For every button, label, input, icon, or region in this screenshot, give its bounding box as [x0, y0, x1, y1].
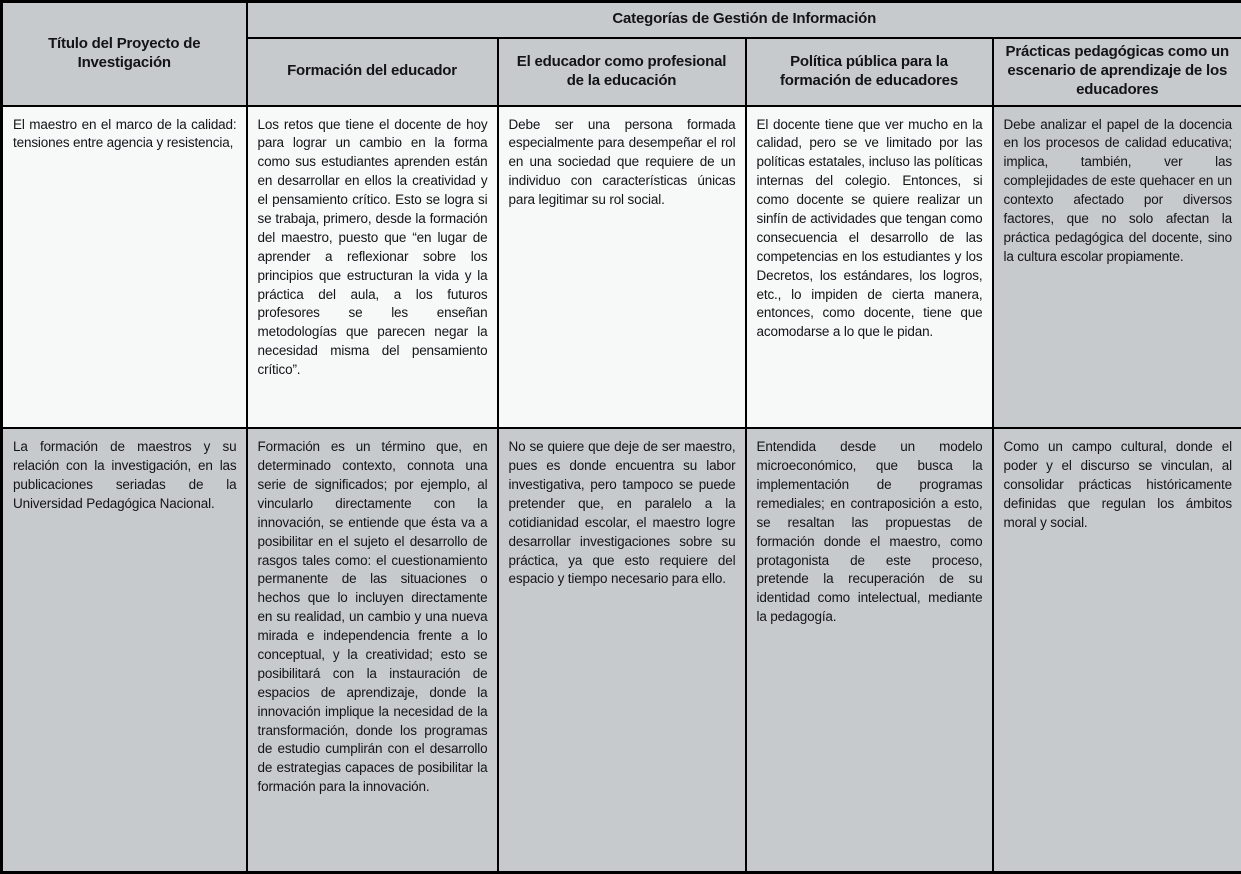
header-categories-group: Categorías de Gestión de Información — [247, 2, 1241, 38]
project-title-cell: La formación de maestros y su relación con la investigación, en las publicaciones seriadas de la Universidad Pedagógica Nacional. — [2, 428, 247, 872]
cell-formacion-del-educador: Los retos que tiene el docente de hoy para lograr un cambio en la forma como sus estudiantes aprenden están en desarrollar en ellos la creatividad y el pensamiento crítico. Esto se logra si se trabaja, primero, desde la formación del maestro, puesto que “en lugar de aprender a reflexionar sobre los principios que estructuran la vida y la práctica del aula, a los futuros profesores se les enseñan metodologías que parecen negar la necesidad misma del pensamiento crítico”. — [247, 106, 498, 429]
table-row-el-maestro-en-el-marco — [2, 106, 1241, 429]
cell-formacion-del-educador: Formación es un término que, en determinado contexto, connota una serie de significados; por ejemplo, al vincularlo directamente con la innovación, se entiende que ésta va a posibilitar en el sujeto el desarrollo de rasgos tales como: el cuestionamiento permanente de las situaciones o hechos que lo incluyen directamente en su realidad, un cambio y una nueva mirada e independencia frente a lo conceptual, y la creatividad; esto se posibilitará con la instauración de espacios de aprendizaje, donde la innovación implique la necesidad de la transformación, donde los programas de estudio cumplirán con el desarrollo de estrategias capaces de posibilitar la formación para la innovación. — [247, 428, 498, 872]
header-category-politica-publica: Política pública para la formación de educadores — [746, 38, 993, 106]
header-project-title: Título del Proyecto de Investigación — [2, 2, 247, 106]
cell-practicas-pedagogicas: Debe analizar el papel de la docencia en los procesos de calidad educativa; implica, también, ver las complejidades de este quehacer en un contexto afectado por diversos factores, que no solo afectan la práctica pedagógica del docente, sino la cultura escolar propiamente. — [993, 106, 1241, 429]
cell-educador-como-profesional: No se quiere que deje de ser maestro, pues es donde encuentra su labor investigativa, pero tampoco se puede pretender que, en paralelo a la cotidianidad escolar, el maestro logre desarrollar investigaciones sobre su práctica, ya que esto requiere del espacio y tiempo necesario para ello. — [498, 428, 746, 872]
cell-practicas-pedagogicas: Como un campo cultural, donde el poder y el discurso se vinculan, al consolidar prácticas históricamente definidas que regulan los ámbitos moral y social. — [993, 428, 1241, 872]
header-row-group — [2, 2, 1241, 38]
header-category-practicas-pedagogicas: Prácticas pedagógicas como un escenario de aprendizaje de los educadores — [993, 38, 1241, 106]
cell-politica-publica: Entendida desde un modelo microeconómico, que busca la implementación de programas remediales; en contraposición a esto, se resaltan las propuestas de formación donde el maestro, como protagonista de este proceso, pretende la recuperación de su identidad como intelectual, mediante la pedagogía. — [746, 428, 993, 872]
cell-politica-publica: El docente tiene que ver mucho en la calidad, pero se ve limitado por las políticas estatales, incluso las políticas internas del colegio. Entonces, si como docente se quiere realizar un sinfín de actividades que tengan como consecuencia el desarrollo de las competencias en los estudiantes y los Decretos, los estándares, los logros, etc., lo impiden de cierta manera, entonces, como docente, tiene que acomodarse a lo que le pidan. — [746, 106, 993, 429]
table-row-la-formacion-de-maestros — [2, 428, 1241, 872]
header-category-formacion-del-educador: Formación del educador — [247, 38, 498, 106]
project-title-cell: El maestro en el marco de la calidad: tensiones entre agencia y resistencia, — [2, 106, 247, 429]
cell-educador-como-profesional: Debe ser una persona formada especialmente para desempeñar el rol en una sociedad que requiere de un individuo con características únicas para legitimar su rol social. — [498, 106, 746, 429]
header-category-educador-como-profesional: El educador como profesional de la educación — [498, 38, 746, 106]
